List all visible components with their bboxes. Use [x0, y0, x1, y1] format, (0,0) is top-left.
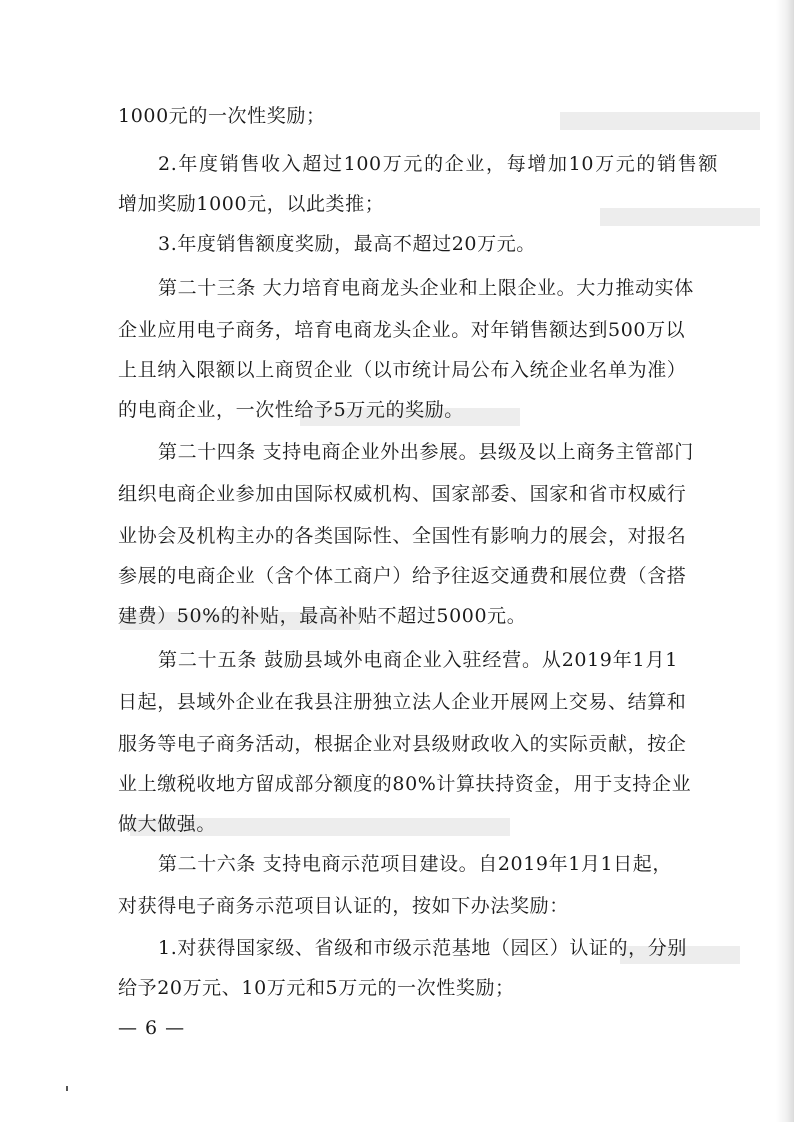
page-number: — 6 —: [118, 1017, 186, 1039]
text-line: 业上缴税收地方留成部分额度的80%计算扶持资金，用于支持企业: [118, 773, 692, 795]
text-line: 3.年度销售额度奖励，最高不超过20万元。: [158, 233, 536, 255]
text-line: 1000元的一次性奖励；: [118, 105, 326, 127]
text-line: 上且纳入限额以上商贸企业（以市统计局公布入统企业名单为准）: [118, 359, 687, 381]
scan-page-edge: [776, 0, 794, 1122]
text-line: 第二十六条 支持电商示范项目建设。自2019年1月1日起，: [158, 853, 672, 875]
text-line: 2.年度销售收入超过100万元的企业，每增加10万元的销售额: [158, 153, 718, 175]
text-line: 第二十五条 鼓励县域外电商企业入驻经营。从2019年1月1: [158, 649, 678, 671]
text-line: 第二十四条 支持电商企业外出参展。县级及以上商务主管部门: [158, 441, 694, 463]
text-line: 业协会及机构主办的各类国际性、全国性有影响力的展会，对报名: [118, 525, 687, 547]
bleed-through-mark: [560, 112, 760, 130]
text-line: 对获得电子商务示范项目认证的，按如下办法奖励：: [118, 895, 569, 917]
bleed-through-mark: [600, 208, 760, 226]
text-line: 组织电商企业参加由国际权威机构、国家部委、国家和省市权威行: [118, 483, 687, 505]
text-line: 的电商企业，一次性给予5万元的奖励。: [118, 399, 464, 421]
text-line: 给予20万元、10万元和5万元的一次性奖励；: [118, 977, 515, 999]
text-line: 1.对获得国家级、省级和市级示范基地（园区）认证的，分别: [158, 937, 687, 959]
text-line: 做大做强。: [118, 813, 217, 835]
text-line: 建费）50%的补贴，最高补贴不超过5000元。: [118, 605, 527, 627]
text-line: 日起，县域外企业在我县注册独立法人企业开展网上交易、结算和: [118, 691, 687, 713]
text-line: 第二十三条 大力培育电商龙头企业和上限企业。大力推动实体: [158, 277, 694, 299]
text-line: 增加奖励1000元，以此类推；: [118, 193, 385, 215]
scan-speck: [66, 1086, 68, 1091]
text-line: 企业应用电子商务，培育电商龙头企业。对年销售额达到500万以: [118, 319, 686, 341]
text-line: 服务等电子商务活动，根据企业对县级财政收入的实际贡献，按企: [118, 733, 687, 755]
text-line: 参展的电商企业（含个体工商户）给予往返交通费和展位费（含搭: [118, 565, 687, 587]
